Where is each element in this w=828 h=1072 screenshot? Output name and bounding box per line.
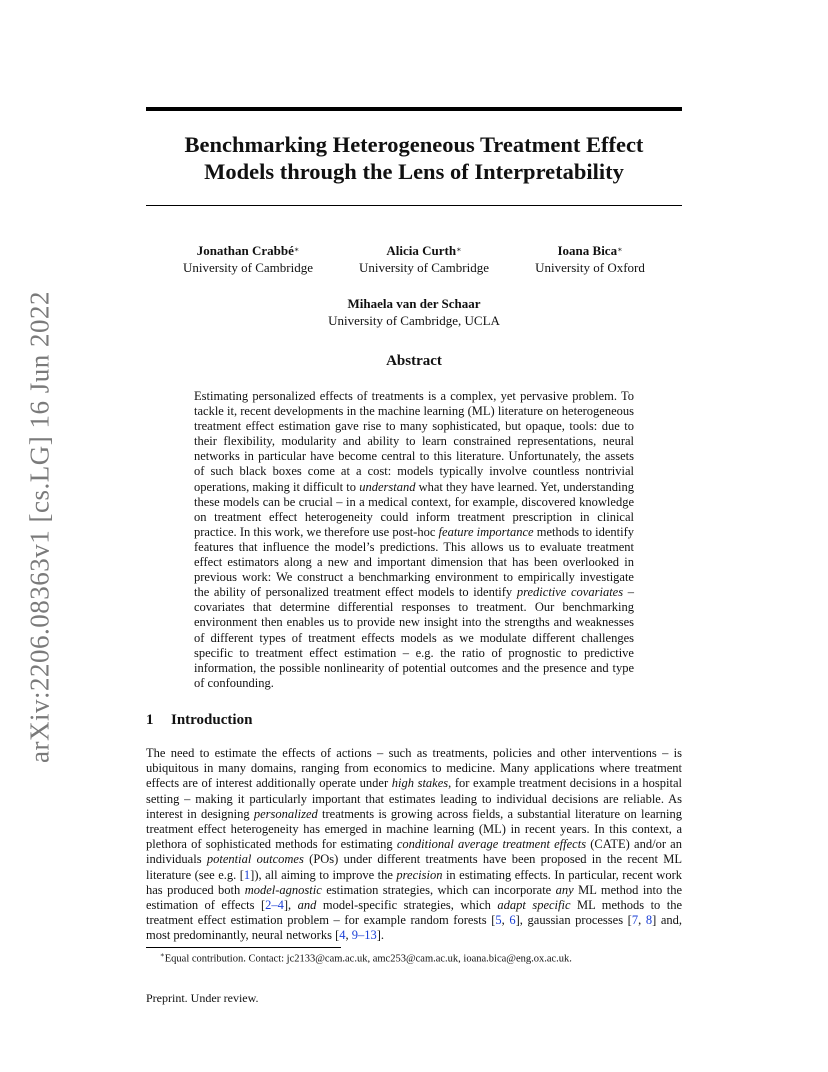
intro-text-run: ,	[501, 913, 510, 928]
equal-contribution-mark: ∗	[617, 245, 623, 254]
title-top-rule	[146, 107, 682, 111]
intro-text-run: ] and, most predominantly, neural networks [	[146, 913, 683, 943]
abstract-text-run: methods to identify features that influence the model’s predictions. This allows us to evaluate treatment effect estimators along a new and important dimension that has been overlooked in previous work: We construct a benchmarking environment to empirically investigate the ability of personalized treatment effect models to identify	[194, 524, 634, 600]
footnote-mark: ∗	[160, 951, 165, 959]
intro-text-run: ]), all aiming to improve the	[250, 867, 397, 882]
abstract-text	[194, 389, 634, 691]
section-title: Introduction	[171, 712, 253, 728]
intro-text-run: (CATE) and/or an individuals	[146, 837, 682, 867]
intro-emphasis: conditional average treatment effects	[396, 837, 587, 852]
title-bottom-rule	[146, 205, 682, 206]
author-affiliation: University of Cambridge	[183, 260, 313, 275]
author-affiliation: University of Cambridge, UCLA	[328, 313, 500, 328]
footnote-rule	[146, 947, 341, 948]
arxiv-identifier-stamp: arXiv:2206.08363v1 [cs.LG] 16 Jun 2022	[24, 291, 55, 763]
author-block	[148, 242, 348, 276]
equal-contribution-mark: ∗	[456, 245, 462, 254]
author-name: Mihaela van der Schaar	[347, 296, 481, 311]
intro-text-run: model-specific strategies, which	[316, 898, 498, 913]
intro-emphasis: model-agnostic	[244, 882, 322, 897]
author-affiliation: University of Cambridge	[359, 260, 489, 275]
abstract-emphasis: understand	[359, 479, 416, 494]
intro-text-run: (POs) under different treatments have been proposed in the recent ML literature (see e.g. [	[146, 852, 683, 882]
intro-text-run: , for example treatment decisions in a hospital setting – making it particularly important that estimates leading to individual decisions are reliable. As interest in designing	[146, 776, 682, 821]
intro-emphasis: potential outcomes	[206, 852, 304, 867]
author-block	[490, 242, 690, 276]
author-name: Ioana Bica	[557, 243, 618, 258]
intro-text-run: ML methods to the treatment effect estimation problem – for example random forests [	[146, 898, 683, 928]
abstract-text-run: Estimating personalized effects of treatments is a complex, yet pervasive problem. To tackle it, recent developments in the machine learning (ML) literature on heterogeneous treatment effect estimation gave rise to many sophisticated, but opaque, tools: due to their flexibility, modularity and ability to learn constrained representations, neural networks in particular have become central to this literature. Unfortunately, the assets of such black boxes come at a cost: models typically involve countless nontrivial operations, making it difficult to	[194, 389, 634, 494]
equal-contribution-mark: ∗	[293, 245, 300, 254]
intro-text-run: The need to estimate the effects of actions – such as treatments, policies and other interventions – is ubiquitous in many domains, ranging from economics to medicine. Many applications where treatment effects are of interest additionally operate under	[146, 746, 682, 791]
abstract-emphasis: predictive covariates	[516, 585, 624, 600]
citation-link[interactable]: 8	[645, 913, 653, 928]
intro-text-run: ,	[345, 928, 352, 943]
citation-link[interactable]: 6	[509, 913, 516, 928]
intro-emphasis: any	[555, 882, 574, 897]
intro-emphasis: high stakes	[391, 776, 449, 791]
abstract-text-run: – covariates that determine differential responses to treatment. Our benchmarking environment then enables us to provide new insight into the strengths and weaknesses of different types of treatment effects models as we modulate different challenges specific to treatment effect estimation – e.g. the ratio of prognostic to predictive information, the possible nonlinearity of potential outcomes and the presence and type of confounding.	[194, 585, 635, 690]
intro-text-run: ].	[376, 928, 385, 943]
section-heading-introduction	[146, 712, 252, 729]
intro-text-run: treatments is growing across fields, a substantial literature on learning treatment effect heterogeneity has emerged in machine learning (ML) in recent years. In this context, a plethora of sophisticated methods for estimating	[146, 806, 683, 852]
title-line-2: Models through the Lens of Interpretability	[204, 159, 624, 184]
intro-emphasis: and	[297, 898, 317, 913]
citation-link[interactable]: 2–4	[265, 898, 284, 913]
intro-emphasis: adapt specific	[497, 898, 571, 913]
author-block	[264, 295, 564, 329]
intro-text-run: ,	[638, 913, 646, 928]
intro-text-run: ], gaussian processes [	[515, 913, 632, 928]
section-number: 1	[146, 712, 154, 728]
citation-link[interactable]: 9–13	[351, 928, 377, 943]
author-name: Jonathan Crabbé	[196, 243, 294, 258]
intro-text-run: ],	[283, 898, 298, 913]
title-line-1: Benchmarking Heterogeneous Treatment Effect	[184, 132, 644, 157]
intro-emphasis: personalized	[253, 806, 318, 821]
paper-title	[146, 131, 682, 185]
intro-emphasis: precision	[396, 867, 443, 882]
author-name: Alicia Curth	[386, 243, 457, 258]
citation-link[interactable]: 5	[495, 913, 502, 928]
footnote-text: Equal contribution. Contact: jc2133@cam.ac.uk, amc253@cam.ac.uk, ioana.bica@eng.ox.ac.uk.	[164, 953, 572, 965]
introduction-paragraph	[146, 746, 682, 944]
preprint-note: Preprint. Under review.	[146, 991, 259, 1005]
abstract-heading: Abstract	[386, 353, 442, 369]
citation-link[interactable]: 1	[243, 867, 251, 882]
intro-text-run: ML method into the estimation of effects [	[146, 882, 682, 913]
intro-text-run: estimation strategies, which can incorporate	[321, 882, 556, 897]
intro-text-run: in estimating effects. In particular, recent work has produced both	[146, 867, 682, 897]
footnote	[160, 951, 572, 965]
abstract-text-run: what they have learned. Yet, understanding these models can be crucial – in a medical context, for example, discovered knowledge on treatment effect heterogeneity could inform treatment prescription in clinical practice. In this work, we therefore use post-hoc	[194, 479, 634, 539]
citation-link[interactable]: 4	[339, 928, 346, 943]
author-affiliation: University of Oxford	[535, 260, 645, 275]
abstract-emphasis: feature importance	[438, 524, 534, 539]
citation-link[interactable]: 7	[631, 913, 639, 928]
